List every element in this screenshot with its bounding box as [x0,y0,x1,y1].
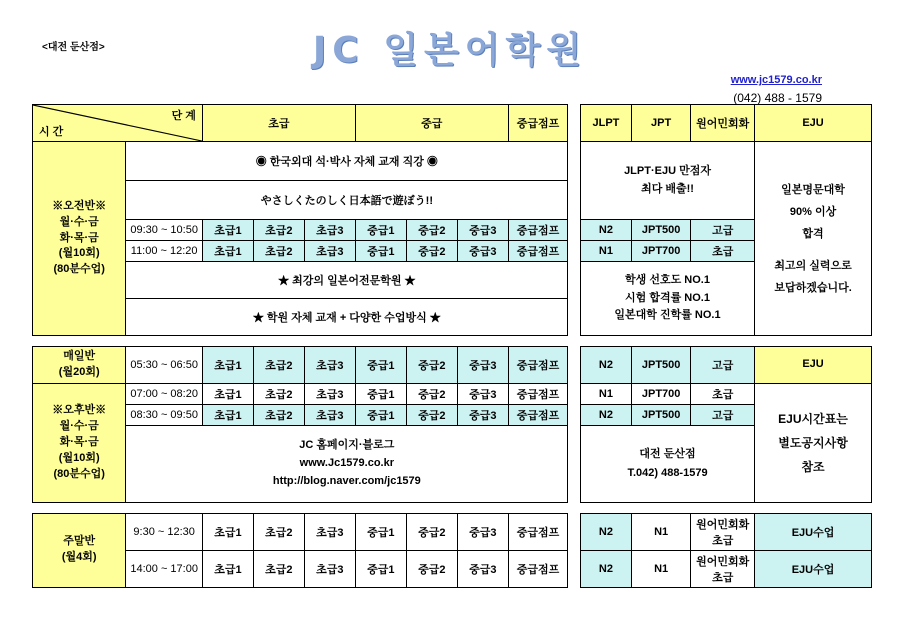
native-line-1: 원어민회화 [696,518,750,531]
jpt-cell: JPT700 [631,383,690,404]
level-cell: 중급점프 [508,383,567,404]
level-cell: 초급3 [304,241,355,262]
daily-class-row [33,347,872,384]
eju-cell: EJU수업 [755,550,872,587]
level-cell: 중급점프 [508,513,567,550]
morning-label-line-5: (80분수업) [53,263,105,276]
level-cell: 초급3 [304,220,355,241]
eju-note-line-2: 별도공지사항 [778,435,848,450]
level-cell: 초급2 [253,347,304,384]
phone-number: (042) 488 - 1579 [733,90,822,105]
col-header-beginner: 초급 [202,105,355,142]
daily-section-label [33,347,126,384]
level-cell: 중급3 [457,347,508,384]
afternoon-label-line-4: (월10회) [58,451,100,464]
level-cell: 초급3 [304,550,355,587]
morning-label-line-2: 월·수·금 [59,215,99,228]
weekend-class-row-1 [33,513,872,550]
stage-time-header [33,105,203,142]
level-cell: 초급2 [253,513,304,550]
schedule-table [32,104,872,588]
level-cell: 중급2 [406,513,457,550]
afternoon-label-line-3: 화·목·금 [59,435,99,448]
jlpt-highlight-line-2: 최다 배출!! [641,182,694,195]
jlpt-highlight-line-1: JLPT·EJU 만점자 [624,164,711,177]
jlpt-bottom-line-3: 일본대학 진학률 NO.1 [614,309,721,322]
jlpt-cell: N2 [580,513,631,550]
eju-highlight-box [755,142,872,336]
footer-info-row [33,425,872,502]
morning-promo-row-1 [33,142,872,181]
level-cell: 초급1 [202,383,253,404]
time-header-label: 시 간 [39,126,64,138]
level-cell: 중급1 [355,347,406,384]
native-line-1: 원어민회화 [696,555,750,568]
branch-name: 대전 둔산점 [639,448,696,461]
jlpt-cell: N2 [580,347,631,384]
gap-column [568,220,581,241]
level-cell: 초급2 [253,404,304,425]
level-cell: 초급2 [253,220,304,241]
academy-logo: JC 일본어학원 [312,30,588,71]
afternoon-label-line-1: ※오후반※ [52,404,107,417]
level-cell: 중급3 [457,513,508,550]
level-cell: 중급2 [406,404,457,425]
native-cell [691,513,755,550]
level-cell: 초급1 [202,220,253,241]
jlpt-bottom-line-1: 학생 선호도 NO.1 [625,274,710,287]
jlpt-bottom-line-2: 시험 합격률 NO.1 [625,291,710,304]
class-time: 11:00 ~ 12:20 [126,241,202,262]
morning-label-line-1: ※오전반※ [52,199,107,212]
weekend-section-label [33,513,126,587]
weekend-label-line-1: 주말반 [63,535,96,548]
gap-column [568,425,581,502]
level-cell: 초급2 [253,383,304,404]
gap-column [568,105,581,142]
level-cell: 초급3 [304,404,355,425]
native-cell: 고급 [691,404,755,425]
gap-column [568,241,581,262]
class-time: 9:30 ~ 12:30 [126,513,202,550]
gap-column [568,550,581,587]
eju-cell: EJU수업 [755,513,872,550]
section-spacer [33,336,872,347]
morning-promo-1: ◉ 한국외대 석·박사 자체 교재 직강 ◉ [126,142,568,181]
native-cell: 고급 [691,347,755,384]
level-cell: 중급2 [406,383,457,404]
col-header-eju: EJU [755,105,872,142]
level-cell: 중급2 [406,347,457,384]
morning-class-row-1 [33,220,872,241]
jpt-cell: N1 [631,513,690,550]
gap-column [568,142,581,181]
morning-promo-2: やさしくたのしく日本語で遊ぼう!! [126,181,568,220]
level-cell: 중급점프 [508,241,567,262]
col-header-jlpt: JLPT [580,105,631,142]
table-header-row [33,105,872,142]
eju-line-5: 최고의 실력으로 [774,259,852,272]
weekend-class-row-2 [33,550,872,587]
level-cell: 초급3 [304,383,355,404]
class-time: 08:30 ~ 09:50 [126,404,202,425]
level-cell: 초급3 [304,513,355,550]
jlpt-cell: N2 [580,550,631,587]
level-cell: 중급1 [355,550,406,587]
jlpt-highlight-top [580,142,754,220]
eju-cell: EJU [755,347,872,384]
native-line-2: 초급 [712,571,734,584]
level-cell: 중급3 [457,550,508,587]
class-time: 07:00 ~ 08:20 [126,383,202,404]
daily-label-line-1: 매일반 [63,350,96,362]
website-link[interactable]: www.jc1579.co.kr [730,74,822,86]
gap-column [568,347,581,384]
morning-label-line-4: (월10회) [58,247,100,260]
eju-note-line-1: EJU시간표는 [778,411,848,426]
col-header-jpt: JPT [631,105,690,142]
level-cell: 중급3 [457,220,508,241]
level-cell: 중급점프 [508,347,567,384]
blog-url[interactable]: http://blog.naver.com/jc1579 [272,474,421,487]
jpt-cell: JPT500 [631,404,690,425]
class-time: 14:00 ~ 17:00 [126,550,202,587]
contact-block [731,72,822,107]
eju-line-1: 일본명문대학 [781,183,845,196]
jpt-cell: JPT500 [631,347,690,384]
level-cell: 중급2 [406,220,457,241]
level-cell: 중급점프 [508,404,567,425]
level-cell: 중급3 [457,383,508,404]
gap-column [568,299,581,336]
gap-column [568,404,581,425]
level-cell: 초급2 [253,241,304,262]
morning-promo-3: ★ 최강의 일본어전문학원 ★ [126,262,568,299]
afternoon-label-line-2: 월·수·금 [59,419,99,432]
col-header-native: 원어민회화 [691,105,755,142]
class-time: 09:30 ~ 10:50 [126,220,202,241]
afternoon-section-label [33,383,126,502]
level-cell: 초급1 [202,241,253,262]
level-cell: 초급3 [304,347,355,384]
weekend-label-line-2: (월4회) [61,551,97,564]
native-cell: 초급 [691,383,755,404]
jpt-cell: N1 [631,550,690,587]
section-spacer [33,502,872,513]
morning-label-line-3: 화·목·금 [59,231,99,244]
class-time: 05:30 ~ 06:50 [126,347,202,384]
jpt-cell: JPT500 [631,220,690,241]
level-cell: 초급1 [202,513,253,550]
eju-line-2: 90% 이상 [789,205,837,218]
gap-column [568,262,581,299]
eju-line-3: 합격 [802,227,824,240]
eju-line-6: 보답하겠습니다. [774,281,852,294]
level-cell: 중급점프 [508,550,567,587]
morning-section-label [33,142,126,336]
level-cell: 초급1 [202,347,253,384]
eju-note-box [755,383,872,502]
level-cell: 초급1 [202,404,253,425]
branch-contact-block [580,425,754,502]
level-cell: 초급1 [202,550,253,587]
native-cell: 초급 [691,241,755,262]
jlpt-highlight-bottom [580,262,754,336]
afternoon-class-row-1 [33,383,872,404]
gap-column [568,181,581,220]
daily-label-line-2: (월20회) [58,365,100,378]
level-cell: 중급2 [406,241,457,262]
gap-column [568,383,581,404]
homepage-url[interactable]: www.Jc1579.co.kr [299,457,395,470]
level-cell: 중급1 [355,220,406,241]
homepage-label: JC 홈페이지·블로그 [299,439,395,452]
level-cell: 중급1 [355,383,406,404]
level-cell: 중급점프 [508,220,567,241]
homepage-block [126,425,568,502]
level-cell: 초급2 [253,550,304,587]
afternoon-class-row-2 [33,404,872,425]
native-cell [691,550,755,587]
native-line-2: 초급 [712,534,734,547]
level-cell: 중급1 [355,404,406,425]
morning-promo-4: ★ 학원 자체 교재 + 다양한 수업방식 ★ [126,299,568,336]
jlpt-cell: N2 [580,404,631,425]
jlpt-cell: N2 [580,220,631,241]
col-header-jump: 중급점프 [508,105,567,142]
level-cell: 중급1 [355,513,406,550]
level-cell: 중급3 [457,404,508,425]
afternoon-label-line-5: (80분수업) [53,467,105,480]
jpt-cell: JPT700 [631,241,690,262]
level-cell: 중급2 [406,550,457,587]
gap-column [568,513,581,550]
col-header-intermediate: 중급 [355,105,508,142]
branch-phone: T.042) 488-1579 [627,466,708,479]
jlpt-cell: N1 [580,383,631,404]
branch-label: <대전 둔산점> [42,42,105,53]
stage-header-label: 단 계 [171,110,196,122]
jlpt-cell: N1 [580,241,631,262]
morning-promo-row-3 [33,262,872,299]
native-cell: 고급 [691,220,755,241]
level-cell: 중급3 [457,241,508,262]
level-cell: 중급1 [355,241,406,262]
eju-note-line-3: 참조 [801,459,825,474]
morning-class-row-2 [33,241,872,262]
